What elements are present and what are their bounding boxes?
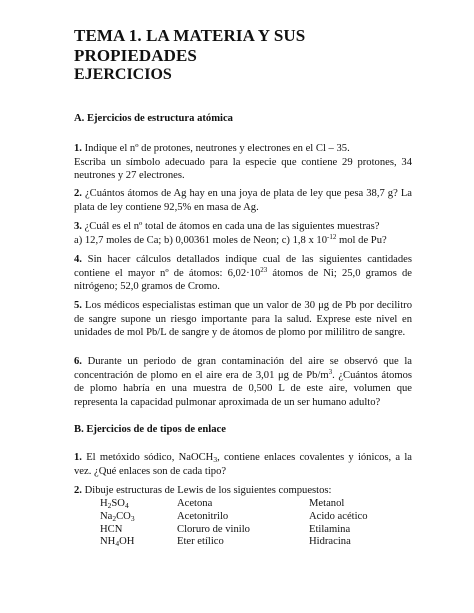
compound: Acetonitrilo bbox=[177, 510, 229, 522]
exercise-number: 4. bbox=[74, 254, 82, 265]
compound: HCN bbox=[100, 523, 123, 535]
exercise-b2 bbox=[74, 484, 412, 498]
page-title: TEMA 1. LA MATERIA Y SUS PROPIEDADES bbox=[74, 26, 306, 65]
exercise-number: 2. bbox=[74, 188, 82, 199]
exercise-a3 bbox=[74, 220, 412, 247]
section-a-heading: A. Ejercicios de estructura atómica bbox=[74, 113, 233, 124]
exercise-number: 6. bbox=[74, 356, 82, 367]
subscript: 3 bbox=[213, 455, 218, 464]
exercise-a6 bbox=[74, 355, 412, 409]
exercise-b1 bbox=[74, 451, 412, 478]
exercise-text: Los médicos especialistas estiman que un valor de 30 μg de Pb por decilitro de sangre supone un riesgo importante para la salud. Exprese este nivel en unidades de mol Pb/L de sangre y de átomos de plomo por mililitro de sangre. bbox=[74, 300, 413, 339]
exercise-text: ¿Cuál es el nº total de átomos en cada una de las siguientes muestras? bbox=[84, 221, 380, 232]
exercise-text: Escriba un símbolo adecuado para la especie que contiene 29 protones, 34 neutrones y 27 electrones. bbox=[74, 156, 412, 182]
section-heading: EJERCICIOS bbox=[74, 66, 172, 83]
exercise-a5 bbox=[74, 299, 412, 340]
exponent: -12 bbox=[327, 232, 337, 241]
compound: Metanol bbox=[309, 498, 345, 509]
compounds-row bbox=[100, 498, 409, 511]
section-b-heading: B. Ejercicios de de tipos de enlace bbox=[74, 424, 226, 435]
compound: Acido acético bbox=[309, 510, 368, 522]
compound: $NH_4OH$ bbox=[100, 536, 135, 549]
exercise-a1 bbox=[74, 142, 412, 183]
exercise-text: a) 12,7 moles de Ca; b) 0,00361 moles de Neon; c) 1,8 x 10 bbox=[74, 234, 328, 246]
exercise-number: 1. bbox=[74, 143, 82, 154]
exercise-number: 1. bbox=[74, 452, 82, 463]
compound: Eter etílico bbox=[177, 536, 224, 548]
exercise-text: Durante un periodo de gran contaminación del aire se observó que la concentración de plomo en el aire era de 3,01 μg de Pb/m bbox=[74, 356, 412, 381]
exercise-number: 3. bbox=[74, 221, 82, 232]
exercise-text: mol de Pu? bbox=[336, 234, 387, 246]
compound: Hidracina bbox=[309, 536, 351, 548]
exercise-text: átomos de Ni; 25,0 gramos de nitrógeno; 52,0 gramos de Cromo. bbox=[74, 267, 412, 293]
compounds-row bbox=[100, 536, 409, 549]
exercise-number: 2. bbox=[74, 485, 82, 496]
compound: $Na_2CO_3$ bbox=[100, 510, 135, 523]
compounds-row bbox=[100, 511, 409, 524]
exercise-text: . ¿Cuántos átomos de plomo habría en una muestra de 0,500 L de este aire, volumen que representa la capacidad pulmonar aproximada de un ser humano adulto? bbox=[74, 369, 413, 408]
compounds-row bbox=[100, 524, 409, 537]
compound: $H_2SO_4$ bbox=[100, 498, 129, 510]
compound: Cloruro de vinilo bbox=[177, 523, 250, 535]
exercise-text: El metóxido sódico, NaOCH bbox=[86, 452, 214, 463]
exponent: 23 bbox=[260, 265, 268, 274]
compound: Etilamina bbox=[309, 523, 351, 535]
exponent: 3 bbox=[328, 367, 333, 376]
exercise-text: Sin hacer cálculos detallados indique cual de las siguientes cantidades contiene el mayor nº de átomos: 6,02·10 bbox=[74, 254, 412, 279]
exercise-text: , contiene enlaces covalentes y iónicos, a la vez. ¿Qué enlaces son de cada tipo? bbox=[74, 452, 412, 477]
exercise-a4 bbox=[74, 253, 412, 294]
exercise-a2 bbox=[74, 187, 412, 214]
exercise-text: Dibuje estructuras de Lewis de los siguientes compuestos: bbox=[84, 485, 332, 496]
compound: Acetona bbox=[177, 498, 213, 509]
exercise-text: ¿Cuántos átomos de Ag hay en una joya de plata de ley que pesa 38,7 g? La plata de ley contiene 92,5% en masa de Ag. bbox=[74, 188, 412, 213]
compounds-list bbox=[100, 498, 409, 549]
exercise-text: Indique el nº de protones, neutrones y electrones en el Cl – 35. bbox=[84, 143, 350, 154]
exercise-number: 5. bbox=[74, 300, 82, 311]
